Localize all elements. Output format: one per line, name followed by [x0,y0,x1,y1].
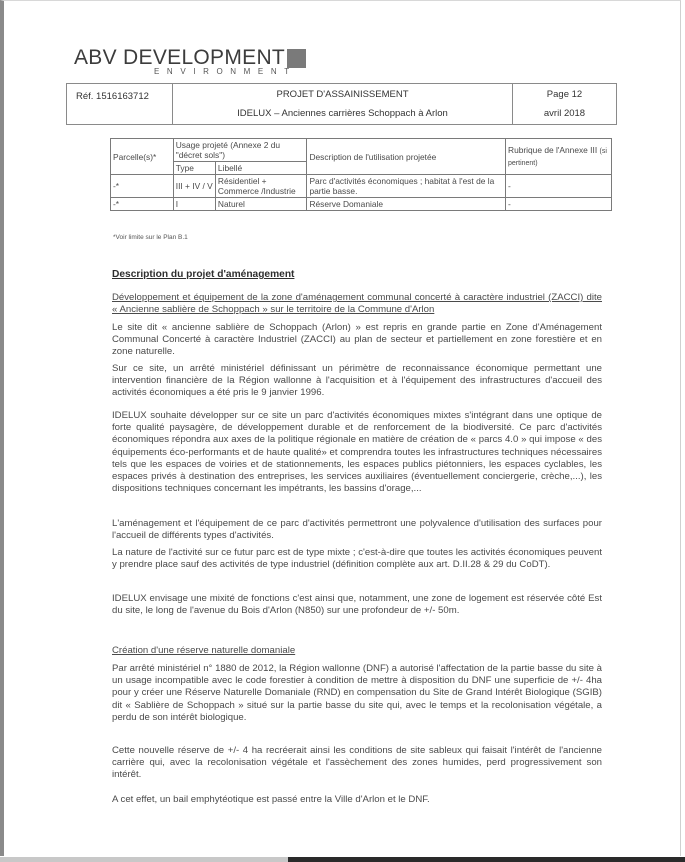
cell-libelle: Résidentiel + Commerce /Industrie [215,175,307,198]
document-subtitle: IDELUX – Anciennes carrières Schoppach à Arlon [237,108,448,119]
company-logo [74,46,306,76]
section-subtitle-development: Développement et équipement de la zone d'aménagement communal concerté à caractère industriel (ZACCI) dite « Ancienne sablière de Schoppach » sur le territoire de la Commune d'Arlon [112,292,602,316]
section-title-description: Description du projet d'aménagement [112,269,295,280]
cell-type: III + IV / V [173,175,215,198]
header-page-cell [513,84,617,125]
logo-square-icon [287,49,306,68]
usage-table [110,138,612,211]
table-footnote: *Voir limite sur le Plan B.1 [113,234,188,241]
cell-description: Réserve Domaniale [307,198,506,211]
paragraph: Sur ce site, un arrêté ministériel définissant un périmètre de reconnaissance économique permettant une intervention financière de la Région wallonne à l'acquisition et à l'équipement des infrastructures d'accueil des activités économiques a été pris le 9 janvier 1996. [112,363,602,399]
cell-libelle: Naturel [215,198,307,211]
reference-text: Réf. 1516163712 [76,91,149,102]
header-usage: Usage projeté (Annexe 2 du "décret sols") [173,139,307,162]
paragraph: Le site dit « ancienne sablière de Schoppach (Arlon) » est repris en grande partie en Zone d'Aménagement Communal Concerté à caractère Industriel (ZACCI) au plan de secteur et partiellement en zone forestière et en zone naturelle. [112,322,602,358]
bottom-edge-light [0,857,288,862]
header-rubrique [506,139,612,175]
header-parcelles: Parcelle(s)* [111,139,174,175]
logo-subtext: ENVIRONMENT [154,67,297,76]
reference-number [67,84,173,125]
paragraph: Par arrêté ministériel n° 1880 de 2012, la Région wallonne (DNF) a autorisé l'affectation de la partie basse du site à un usage incompatible avec le code forestier à condition de mettre à disposition du DNF une superficie de +/- 4ha pour y créer une Réserve Naturelle Domaniale (RND) en compensation du Site de Grand Intérêt Biologique (SGIB) dit « Sablière de Schoppach » situé sur la partie basse du site qui, avec le temps et la recolonisation végétale, a perdu de son intérêt biologique. [112,663,602,723]
document-title: PROJET D'ASSAINISSEMENT [276,89,409,100]
cell-description: Parc d'activités économiques ; habitat à l'est de la partie basse. [307,175,506,198]
table-row [111,175,612,198]
cell-type: I [173,198,215,211]
table-row [111,198,612,211]
document-header [66,83,617,125]
header-rubrique-note: (si pertinent) [508,147,607,167]
logo-text: ABV DEVELOPMENT [74,46,286,69]
section-title-reserve: Création d'une réserve naturelle domaniale [112,645,296,656]
header-libelle: Libellé [215,162,307,175]
paragraph: A cet effet, un bail emphytéotique est passé entre la Ville d'Arlon et le DNF. [112,794,430,805]
cell-rubrique: - [506,198,612,211]
header-description: Description de l'utilisation projetée [307,139,506,175]
cell-parcelle: -* [111,175,174,198]
cell-rubrique: - [506,175,612,198]
paragraph: La nature de l'activité sur ce futur parc est de type mixte ; c'est-à-dire que toutes les activités économiques peuvent y prendre place sauf des activités de type industriel (définition complète aux art. D.II.28 & 29 du CoDT). [112,547,602,571]
header-type: Type [173,162,215,175]
paragraph: Cette nouvelle réserve de +/- 4 ha recréerait ainsi les conditions de site sableux qui faisait l'intérêt de l'ancienne carrière qui, avec la recolonisation végétale et l'assèchement des zones humides, perd progressivement son intérêt. [112,745,602,781]
page-number: Page 12 [546,89,583,100]
paragraph: IDELUX souhaite développer sur ce site un parc d'activités économiques mixtes s'intégrant dans une optique de forte qualité paysagère, de développement durable et de renforcement de la biodiversité. Ce parc d'activités économiques répondra aux axes de la politique régionale en matière de création de « parcs 4.0 » qui impose « des équipements éco-performants et de haute qualité» et comprendra toutes les infrastructures techniques nécessaires tels que les espaces de voiries et de stationnements, les espaces publics piétonniers, les espaces cyclables, les espaces privés à destination des entreprises, les services auxiliaires (éventuellement conciergerie, crèche,...), les dispositions techniques concernant les impétrants, les bassins d'orage,... [112,410,602,495]
paragraph: L'aménagement et l'équipement de ce parc d'activités permettront une polyvalence d'utilisation des surfaces pour l'accueil de différents types d'activités. [112,518,602,542]
document-date: avril 2018 [543,108,586,119]
header-title-cell [173,84,513,125]
header-rubrique-label: Rubrique de l'Annexe III [508,144,598,155]
cell-parcelle: -* [111,198,174,211]
paragraph: IDELUX envisage une mixité de fonctions c'est ainsi que, notamment, une zone de logement est réservée côté Est du site, le long de l'avenue du Bois d'Arlon (N850) sur une profondeur de +/- 50m. [112,593,602,617]
